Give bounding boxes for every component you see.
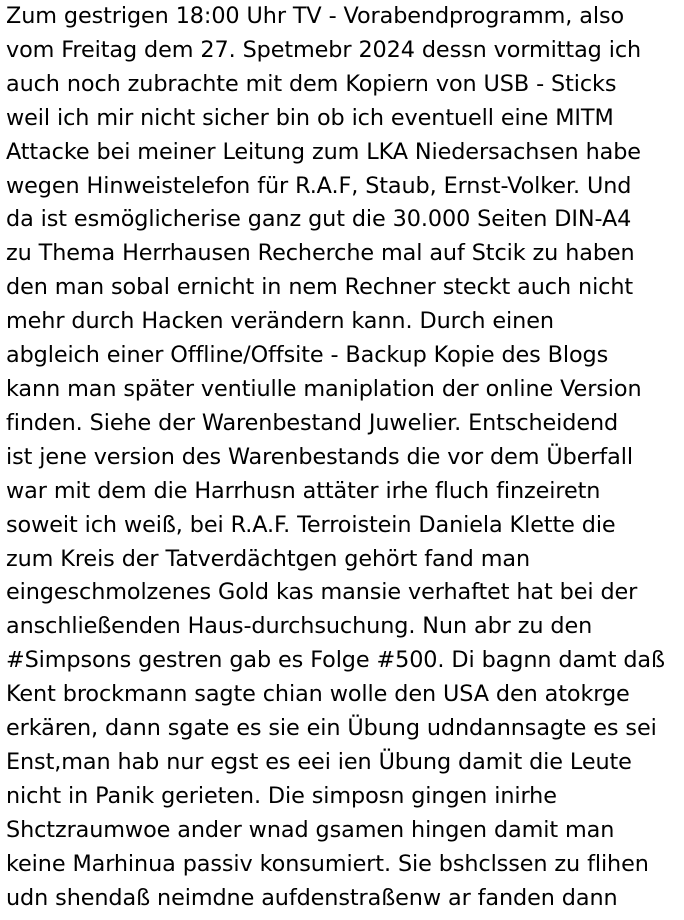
text-line: wegen Hinweistelefon für R.A.F, Staub, Ernst-Volker. Und [6, 172, 632, 199]
text-line: finden. Siehe der Warenbestand Juwelier. Entscheidend [6, 409, 619, 436]
text-line: Attacke bei meiner Leitung zum LKA Niedersachsen habe [6, 138, 641, 165]
text-line: erkären, dann sgate es sie ein Übung udndannsagte es sei [6, 715, 657, 742]
text-line: abgleich einer Offline/Offsite - Backup Kopie des Blogs [6, 342, 609, 369]
text-line: mehr durch Hacken verändern kann. Durch einen [6, 308, 554, 335]
text-line: nicht in Panik gerieten. Die simposn gingen inirhe [6, 782, 557, 809]
text-line: Kent brockmann sagte chian wolle den USA den atokrge [6, 681, 630, 708]
text-line: keine Marhinua passiv konsumiert. Sie bshclssen zu flihen [6, 850, 649, 877]
text-line: #Simpsons gestren gab es Folge #500. Di bagnn damt daß [6, 647, 665, 674]
text-line: soweit ich weiß, bei R.A.F. Terroistein Daniela Klette die [6, 511, 616, 538]
text-line: ist jene version des Warenbestands die vor dem Überfall [6, 443, 633, 470]
text-line: den man sobal ernicht in nem Rechner steckt auch nicht [6, 274, 634, 301]
text-line: auch noch zubrachte mit dem Kopiern von USB - Sticks [6, 70, 617, 97]
text-line: anschließenden Haus-durchsuchung. Nun abr zu den [6, 613, 593, 640]
text-line: eingeschmolzenes Gold kas mansie verhaftet hat bei der [6, 579, 638, 606]
text-line: udn shendaß neimdne aufdenstraßenw ar fanden dann [6, 884, 618, 911]
body-text [6, 0, 682, 915]
text-line: Zum gestrigen 18:00 Uhr TV - Vorabendprogramm, also [6, 3, 625, 29]
text-line: Shctzraumwoe ander wnad gsamen hingen damit man [6, 816, 615, 843]
text-line: Enst,man hab nur egst es eei ien Übung damit die Leute [6, 748, 632, 775]
text-line: kann man später ventiulle maniplation der online Version [6, 375, 642, 402]
text-line: weil ich mir nicht sicher bin ob ich eventuell eine MITM [6, 104, 614, 131]
text-line: zum Kreis der Tatverdächtgen gehört fand man [6, 545, 531, 572]
text-line: da ist esmöglicherise ganz gut die 30.000 Seiten DIN-A4 [6, 206, 632, 233]
text-line: vom Freitag dem 27. Spetmebr 2024 dessn vormittag ich [6, 36, 642, 63]
text-line: war mit dem die Harrhusn attäter irhe fluch finzeiretn [6, 477, 601, 504]
text-line: zu Thema Herrhausen Recherche mal auf Stcik zu haben [6, 240, 635, 267]
